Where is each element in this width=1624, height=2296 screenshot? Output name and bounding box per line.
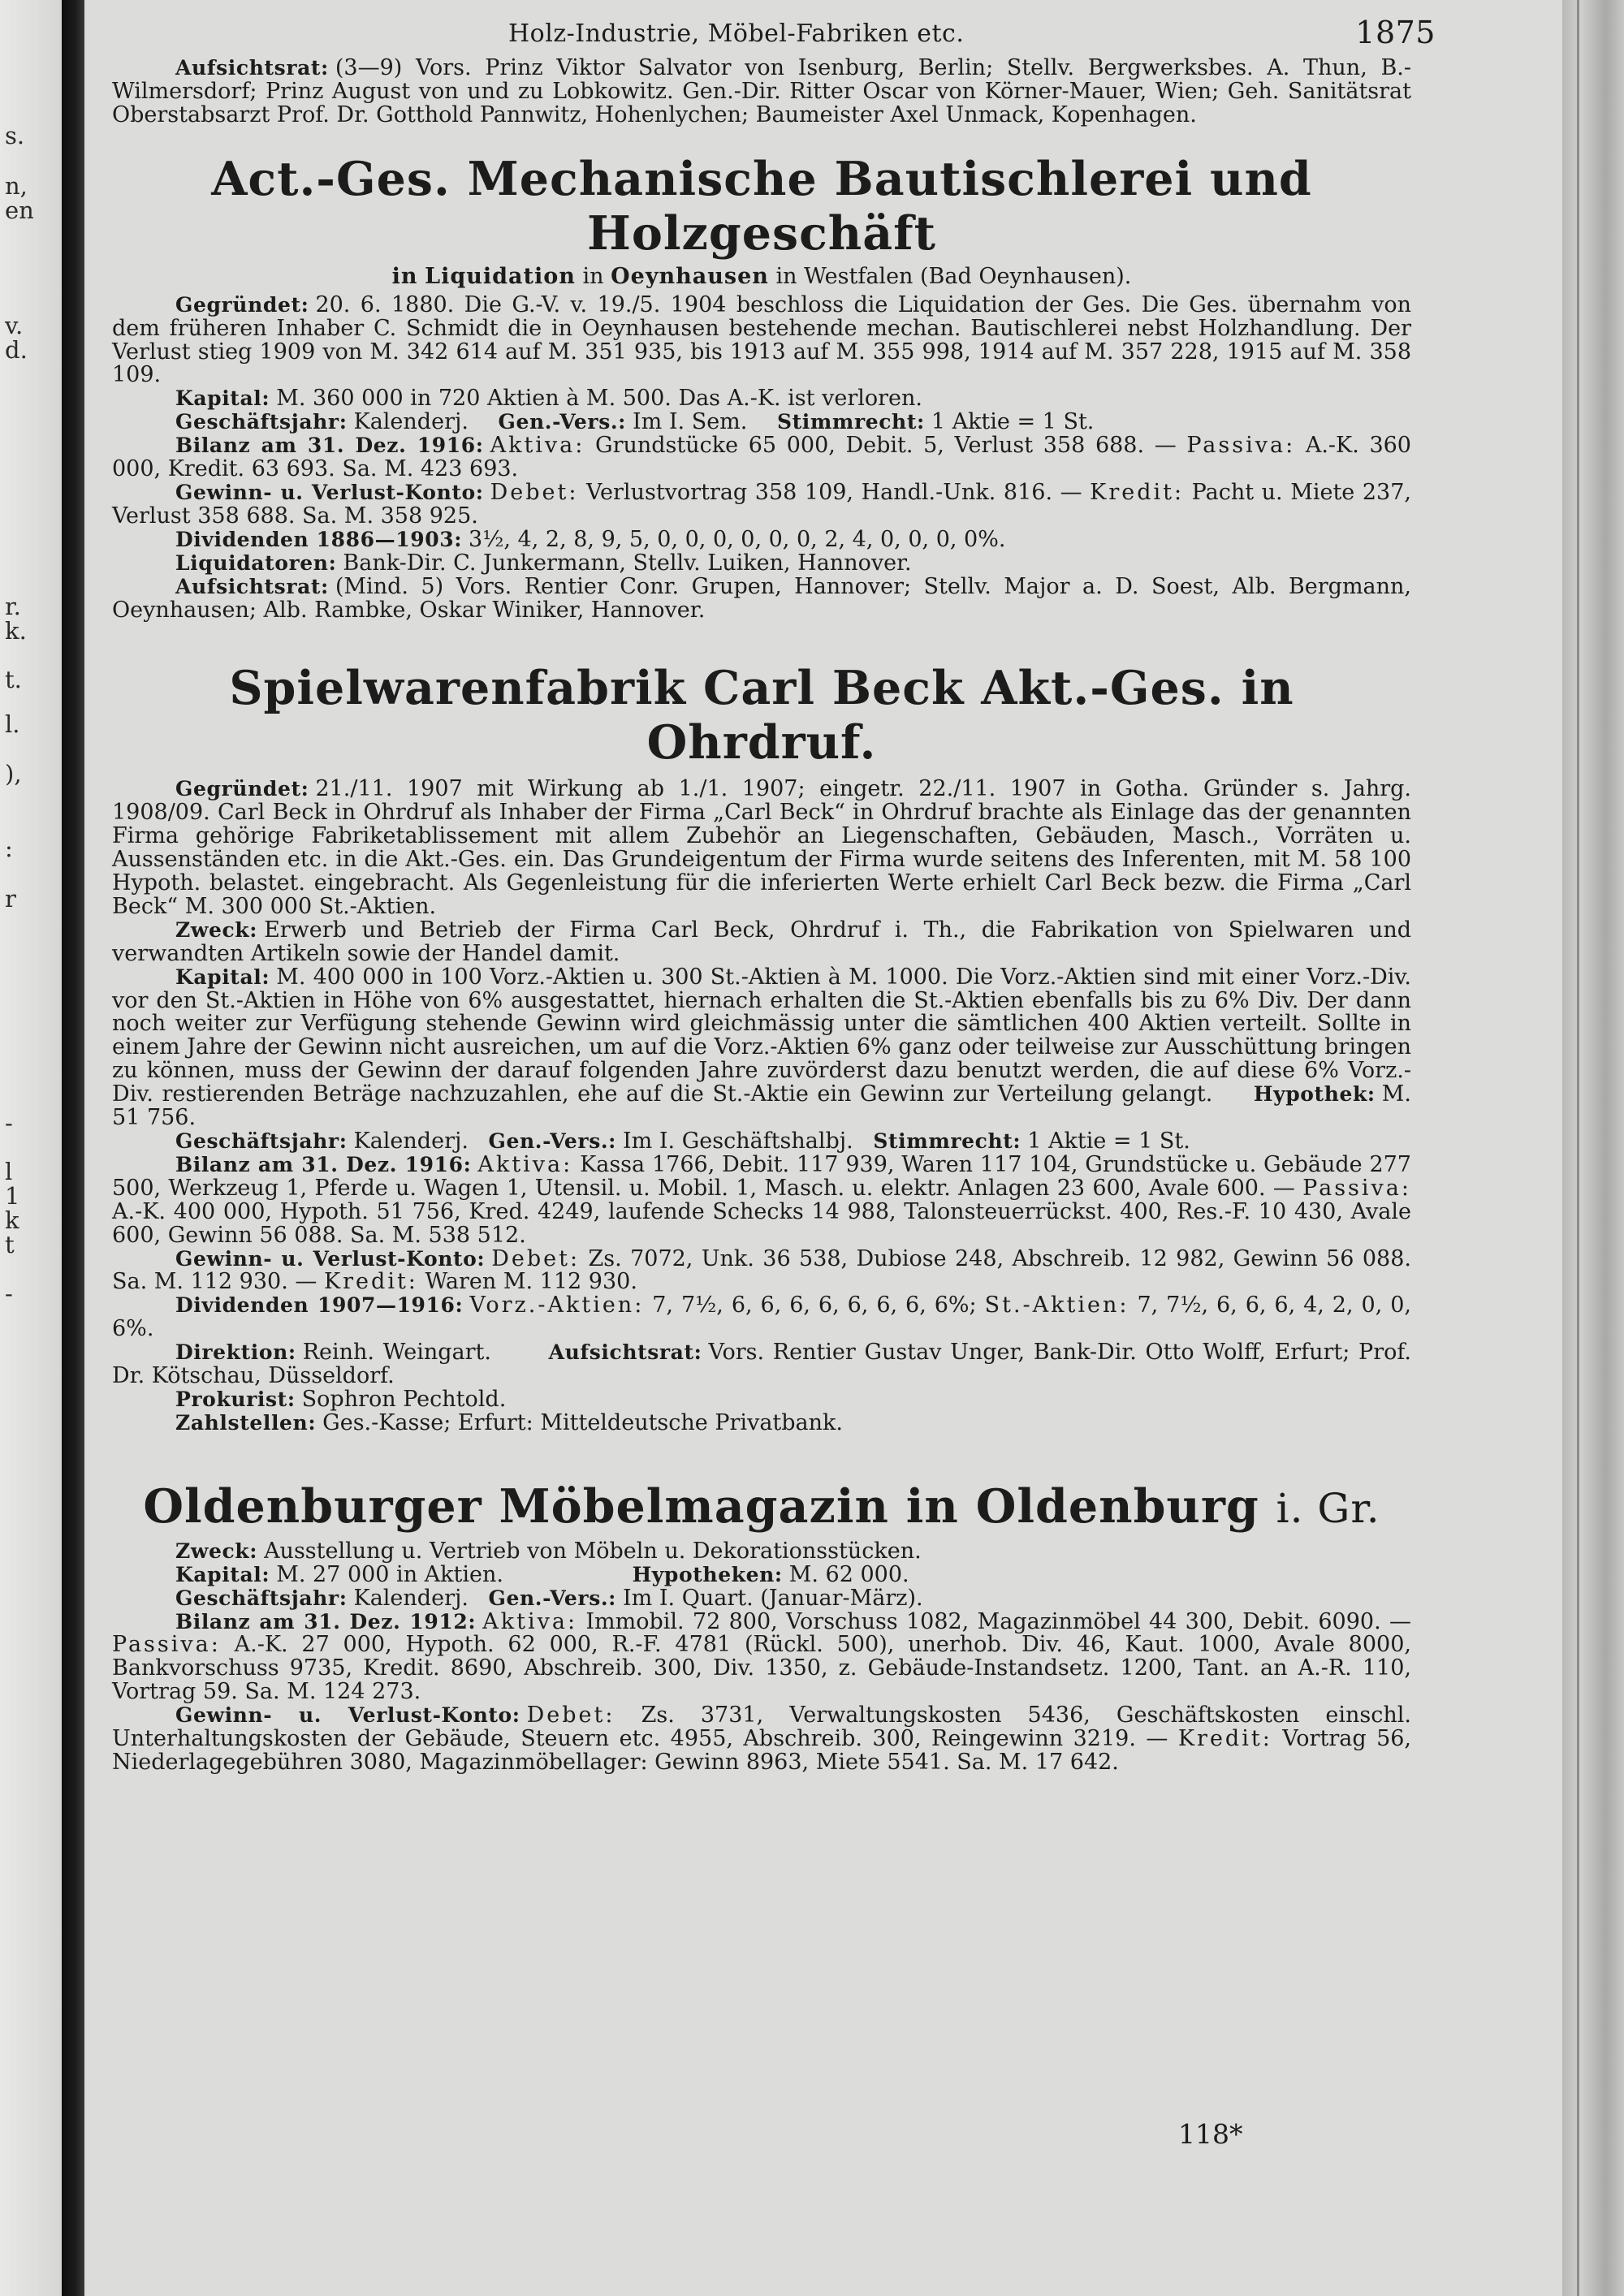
entry-kapital bbox=[112, 387, 1411, 411]
field-label: Dividenden 1907—1916: bbox=[175, 1293, 464, 1318]
margin-fragment: n, bbox=[5, 172, 28, 200]
field-label: Gen.-Vers.: bbox=[498, 410, 627, 434]
page bbox=[112, 11, 1436, 2285]
field-text: A.-K. 360 000, Kredit. 63 693. Sa. M. 423 693. bbox=[112, 433, 1411, 482]
field-label: Bilanz am 31. Dez. 1912: bbox=[175, 1609, 477, 1634]
field-text: 3½, 4, 2, 8, 9, 5, 0, 0, 0, 0, 0, 0, 2, 4, 0, 0, 0, 0%. bbox=[469, 526, 1006, 552]
field-label: Geschäftsjahr: bbox=[175, 1129, 348, 1153]
field-label: Hypotheken: bbox=[632, 1562, 783, 1586]
entry-liquidatoren bbox=[112, 552, 1411, 576]
entry-kapital bbox=[112, 1561, 1411, 1587]
book-gutter bbox=[62, 0, 84, 2296]
margin-fragment: t bbox=[5, 1231, 15, 1258]
passiva-word: Passiva: bbox=[1302, 1175, 1411, 1201]
field-label: Gegründet: bbox=[175, 292, 309, 317]
field-label: Kapital: bbox=[175, 1562, 270, 1586]
field-text: 7, 7½, 6, 6, 6, 4, 2, 0, 0, 6%. bbox=[112, 1293, 1411, 1342]
field-text: Zs. 7072, Unk. 36 538, Dubiose 248, Abschreib. 12 982, Gewinn 56 088. Sa. M. 112 930. — bbox=[112, 1245, 1411, 1295]
passiva-word: Passiva: bbox=[112, 1632, 221, 1658]
field-text: (Mind. 5) Vors. Rentier Conr. Grupen, Hannover; Stellv. Major a. D. Soest, Alb. Bergmann, Oeynhausen; Alb. Rambke, Oskar Winiker, Hannover. bbox=[112, 573, 1411, 623]
margin-fragment: k bbox=[5, 1206, 19, 1234]
field-label: Gen.-Vers.: bbox=[488, 1129, 617, 1153]
field-text: Im I. Geschäftshalbj. bbox=[623, 1129, 853, 1154]
field-text: Verlustvortrag 358 109, Handl.-Unk. 816. — bbox=[586, 479, 1082, 505]
sub-in: in bbox=[391, 263, 418, 289]
debet-word: Debet: bbox=[526, 1703, 615, 1728]
margin-fragment: en bbox=[5, 196, 34, 224]
margin-fragment: d. bbox=[5, 336, 28, 364]
entry-geschaeftsjahr bbox=[112, 1587, 1411, 1611]
company-heading-main: Oldenburger Möbelmagazin in Oldenburg bbox=[143, 1478, 1259, 1534]
entry-zweck bbox=[112, 1540, 1411, 1564]
debet-word: Debet: bbox=[491, 1245, 581, 1271]
entry-bilanz bbox=[112, 1151, 1411, 1248]
margin-fragment: - bbox=[5, 1280, 13, 1307]
aktiva-word: Aktiva: bbox=[477, 1151, 573, 1177]
company-subheading bbox=[112, 264, 1411, 289]
company-heading bbox=[112, 1479, 1411, 1534]
running-head-title: Holz-Industrie, Möbel-Fabriken etc. bbox=[508, 19, 965, 48]
entry-zweck bbox=[112, 919, 1411, 966]
margin-fragment: k. bbox=[5, 617, 27, 645]
sub-liquidation: Liquidation bbox=[425, 263, 576, 289]
company-heading: Act.-Ges. Mechanische Bautischlerei und Holzgeschäft bbox=[211, 151, 1312, 261]
kredit-word: Kredit: bbox=[323, 1269, 418, 1295]
field-text: Kalenderj. bbox=[353, 409, 469, 435]
entry-geschaeftsjahr bbox=[112, 1130, 1411, 1154]
debet-word: Debet: bbox=[490, 479, 579, 505]
margin-fragment: 1 bbox=[5, 1182, 20, 1210]
margin-fragment: : bbox=[5, 835, 13, 862]
vorz-aktien-word: Vorz.-Aktien: bbox=[469, 1293, 645, 1318]
field-label: Kapital: bbox=[175, 965, 270, 989]
st-aktien-word: St.-Aktien: bbox=[984, 1293, 1129, 1318]
field-label: Geschäftsjahr: bbox=[175, 1586, 348, 1610]
field-text: Ausstellung u. Vertrieb von Möbeln u. Dekorationsstücken. bbox=[264, 1538, 922, 1564]
entry-geschaeftsjahr bbox=[112, 411, 1411, 434]
field-label: Aufsichtsrat: bbox=[175, 56, 329, 80]
field-label: Gewinn- u. Verlust-Konto: bbox=[175, 1246, 486, 1271]
field-label: Gen.-Vers.: bbox=[488, 1586, 617, 1610]
entry-gegruendet bbox=[112, 778, 1411, 918]
left-page-edge bbox=[0, 0, 62, 2296]
field-label: Zahlstellen: bbox=[175, 1410, 317, 1435]
field-text: M. 51 756. bbox=[112, 1081, 1411, 1131]
entry-kapital bbox=[112, 966, 1411, 1130]
kredit-word: Kredit: bbox=[1090, 479, 1185, 505]
margin-fragment: ), bbox=[5, 760, 22, 788]
entry-dividenden bbox=[112, 1294, 1411, 1341]
field-text: 21./11. 1907 mit Wirkung ab 1./1. 1907; eingetr. 22./11. 1907 in Gotha. Gründer s. Jahrg. 1908/09. Carl Beck in Ohrdruf als Inhaber der Firma „Carl Beck“ in Ohrdruf brachte als Einlage das der genannten Firma gehörige Fabriketablissement mit allem Zubehör an Liegenschaften, Gebäuden, Masch., Vorräten u. Aussenständen etc. in die Akt.-Ges. ein. Das Grundeigentum der Firma wurde seitens des Inferenten, mit M. 58 100 Hypoth. belastet. eingebracht. Als Gegenleistung für die inferierten Werte erhielt Carl Beck bezw. die Firma „Carl Beck“ M. 300 000 St.-Aktien. bbox=[112, 776, 1411, 919]
field-label: Gewinn- u. Verlust-Konto: bbox=[175, 480, 484, 504]
field-text: Grundstücke 65 000, Debit. 5, Verlust 358 688. — bbox=[595, 433, 1177, 459]
entry-gegruendet bbox=[112, 291, 1411, 388]
page-number: 1875 bbox=[1355, 15, 1436, 50]
entry-dividenden bbox=[112, 526, 1411, 552]
margin-fragment: l bbox=[5, 1158, 13, 1185]
field-text: Zs. 3731, Verwaltungskosten 5436, Geschäftskosten einschl. Unterhaltungskosten der Gebäude, Steuern etc. 4955, Abschreib. 300, Reingewinn 3219. — bbox=[112, 1703, 1411, 1752]
field-text: Kalenderj. bbox=[353, 1585, 469, 1611]
margin-fragment: t. bbox=[5, 666, 22, 693]
field-text: Erwerb und Betrieb der Firma Carl Beck, Ohrdruf i. Th., die Fabrikation von Spielwaren und verwandten Artikeln sowie der Handel damit. bbox=[112, 917, 1411, 966]
entry-aufsichtsrat-previous bbox=[112, 57, 1411, 127]
field-text: Pacht u. Miete 237, Verlust 358 688. Sa. M. 358 925. bbox=[112, 479, 1411, 529]
field-text: 20. 6. 1880. Die G.-V. v. 19./5. 1904 beschloss die Liquidation der Ges. Die Ges. übernahm von dem früheren Inhaber C. Schmidt die in Oeynhausen bestehende mechan. Bautischlerei nebst Holzhandlung. Der Verlust stieg 1909 von M. 342 614 auf M. 351 935, bis 1913 auf M. 355 998, 1914 auf M. 357 228, 1915 auf M. 358 109. bbox=[112, 291, 1411, 388]
margin-fragment: r bbox=[5, 885, 16, 913]
field-text: 1 Aktie = 1 St. bbox=[931, 409, 1095, 435]
field-text: (3—9) Vors. Prinz Viktor Salvator von Isenburg, Berlin; Stellv. Bergwerksbes. A. Thun, B.-Wilmersdorf; Prinz August von und zu Lobkowitz. Gen.-Dir. Ritter Oscar von Körner-Mauer, Wien; Geh. Sanitätsrat Oberstabsarzt Prof. Dr. Gotthold Pannwitz, Hohenlychen; Baumeister Axel Unmack, Kopenhagen. bbox=[112, 55, 1411, 127]
kredit-word: Kredit: bbox=[1177, 1726, 1272, 1752]
field-label: Aufsichtsrat: bbox=[548, 1340, 702, 1365]
margin-fragment: v. bbox=[5, 312, 24, 339]
field-label: Stimmrecht: bbox=[776, 410, 925, 434]
field-label: Stimmrecht: bbox=[873, 1129, 1021, 1153]
entry-guv bbox=[112, 1245, 1411, 1295]
field-label: Hypothek: bbox=[1253, 1082, 1376, 1107]
field-text: A.-K. 400 000, Hypoth. 51 756, Kred. 4249, laufende Schecks 14 988, Talonsteuerrückst. 400, Res.-F. 10 430, Avale 600, Gewinn 56 088. Sa. M. 538 512. bbox=[112, 1198, 1411, 1248]
field-text: M. 360 000 in 720 Aktien à M. 500. Das A.-K. ist verloren. bbox=[276, 386, 922, 412]
field-text: Reinh. Weingart. bbox=[302, 1340, 491, 1366]
field-label: Dividenden 1886—1903: bbox=[175, 527, 463, 551]
field-label: Zweck: bbox=[175, 1539, 258, 1563]
running-head bbox=[112, 11, 1436, 54]
field-text: 7, 7½, 6, 6, 6, 6, 6, 6, 6, 6%; bbox=[652, 1293, 977, 1318]
field-text: Immobil. 72 800, Vorschuss 1082, Magazinmöbel 44 300, Debit. 6090. — bbox=[585, 1608, 1411, 1634]
field-text: 1 Aktie = 1 St. bbox=[1027, 1129, 1190, 1154]
sub-rest: in Westfalen (Bad Oeynhausen). bbox=[775, 263, 1132, 289]
entry-guv bbox=[112, 481, 1411, 529]
field-text: M. 62 000. bbox=[788, 1561, 909, 1587]
field-label: Prokurist: bbox=[175, 1387, 296, 1411]
field-text: Sophron Pechtold. bbox=[301, 1386, 507, 1412]
signature-mark: 118* bbox=[1178, 2118, 1243, 2150]
entry-prokurist bbox=[112, 1388, 1411, 1412]
field-label: Bilanz am 31. Dez. 1916: bbox=[175, 434, 484, 458]
margin-fragment: l. bbox=[5, 710, 20, 738]
margin-fragment: r. bbox=[5, 593, 21, 620]
company-heading: Spielwarenfabrik Carl Beck Akt.-Ges. in Ohrdruf. bbox=[229, 661, 1294, 770]
right-page-edge bbox=[1562, 0, 1624, 2296]
field-text: Kassa 1766, Debit. 117 939, Waren 117 104, Grundstücke u. Gebäude 277 500, Werkzeug 1, Pferde u. Wagen 1, Utensil. u. Mobil. 1, Masch. u. elektr. Anlagen 23 600, Avale 600. — bbox=[112, 1151, 1411, 1201]
field-text: Im I. Quart. (Januar-März). bbox=[623, 1585, 923, 1611]
field-label: Kapital: bbox=[175, 386, 270, 411]
company-heading-suffix: i. Gr. bbox=[1276, 1484, 1380, 1532]
aktiva-word: Aktiva: bbox=[490, 433, 585, 459]
field-text: Vors. Rentier Gustav Unger, Bank-Dir. Otto Wolff, Erfurt; Prof. Dr. Kötschau, Düsseldorf. bbox=[112, 1340, 1411, 1389]
field-text: M. 400 000 in 100 Vorz.-Aktien u. 300 St.-Aktien à M. 1000. Die Vorz.-Aktien sind mit einer Vorz.-Div. vor den St.-Aktien in Höhe von 6% ausgestattet, hiernach erhalten die St.-Aktien ebenfalls bis zu 6% Div. Der dann noch weiter zur Verfügung stehende Gewinn wird gleichmässig unter die sämtlichen 400 Aktien verteilt. Sollte in einem Jahre der Gewinn nicht ausreichen, um auf die Vorz.-Aktien 6% ganz oder teilweise zur Ausschüttung bringen zu können, muss der Gewinn der darauf folgenden Jahre zuvörderst dazu benutzt werden, die auf diese 6% Vorz.-Div. restierenden Beträge nachzuzahlen, ehe auf die St.-Aktie ein Gewinn zur Verteilung gelangt. bbox=[112, 964, 1411, 1107]
entry-direktion bbox=[112, 1341, 1411, 1388]
field-text: M. 27 000 in Aktien. bbox=[276, 1561, 503, 1587]
field-label: Bilanz am 31. Dez. 1916: bbox=[175, 1152, 472, 1176]
field-label: Liquidatoren: bbox=[175, 550, 337, 575]
field-text: Im I. Sem. bbox=[633, 409, 748, 435]
aktiva-word: Aktiva: bbox=[482, 1608, 578, 1634]
field-label: Zweck: bbox=[175, 917, 258, 942]
field-label: Gewinn- u. Verlust-Konto: bbox=[175, 1703, 520, 1728]
field-text: Ges.-Kasse; Erfurt: Mitteldeutsche Privatbank. bbox=[322, 1409, 843, 1435]
entry-zahlstellen bbox=[112, 1409, 1411, 1435]
margin-fragment: - bbox=[5, 1109, 13, 1137]
field-label: Aufsichtsrat: bbox=[175, 574, 329, 598]
entry-bilanz bbox=[112, 1608, 1411, 1705]
entry-bilanz bbox=[112, 434, 1411, 481]
sub-city: Oeynhausen bbox=[611, 263, 769, 289]
field-text: Kalenderj. bbox=[353, 1129, 469, 1154]
field-text: Waren M. 112 930. bbox=[425, 1269, 637, 1295]
entry-guv bbox=[112, 1704, 1411, 1775]
field-label: Geschäftsjahr: bbox=[175, 410, 348, 434]
margin-fragment: s. bbox=[5, 122, 25, 149]
field-text: Vortrag 56, Niederlagegebühren 3080, Magazinmöbellager: Gewinn 8963, Miete 5541. Sa. M. 17 642. bbox=[112, 1726, 1412, 1775]
passiva-word: Passiva: bbox=[1186, 433, 1296, 459]
sub-in2: in bbox=[582, 263, 604, 289]
field-text: A.-K. 27 000, Hypoth. 62 000, R.-F. 4781 (Rückl. 500), unerhob. Div. 46, Kaut. 1000, Avale 8000, Bankvorschuss 9735, Kredit. 8690, Abschreib. 300, Div. 1350, z. Gebäude-Instandsetz. 1200, Tant. an A.-R. 110, Vortrag 59. Sa. M. 124 273. bbox=[112, 1632, 1411, 1705]
entry-aufsichtsrat bbox=[112, 573, 1411, 623]
field-text: Bank-Dir. C. Junkermann, Stellv. Luiken, Hannover. bbox=[343, 550, 912, 576]
field-label: Direktion: bbox=[175, 1340, 296, 1365]
field-label: Gegründet: bbox=[175, 777, 309, 801]
